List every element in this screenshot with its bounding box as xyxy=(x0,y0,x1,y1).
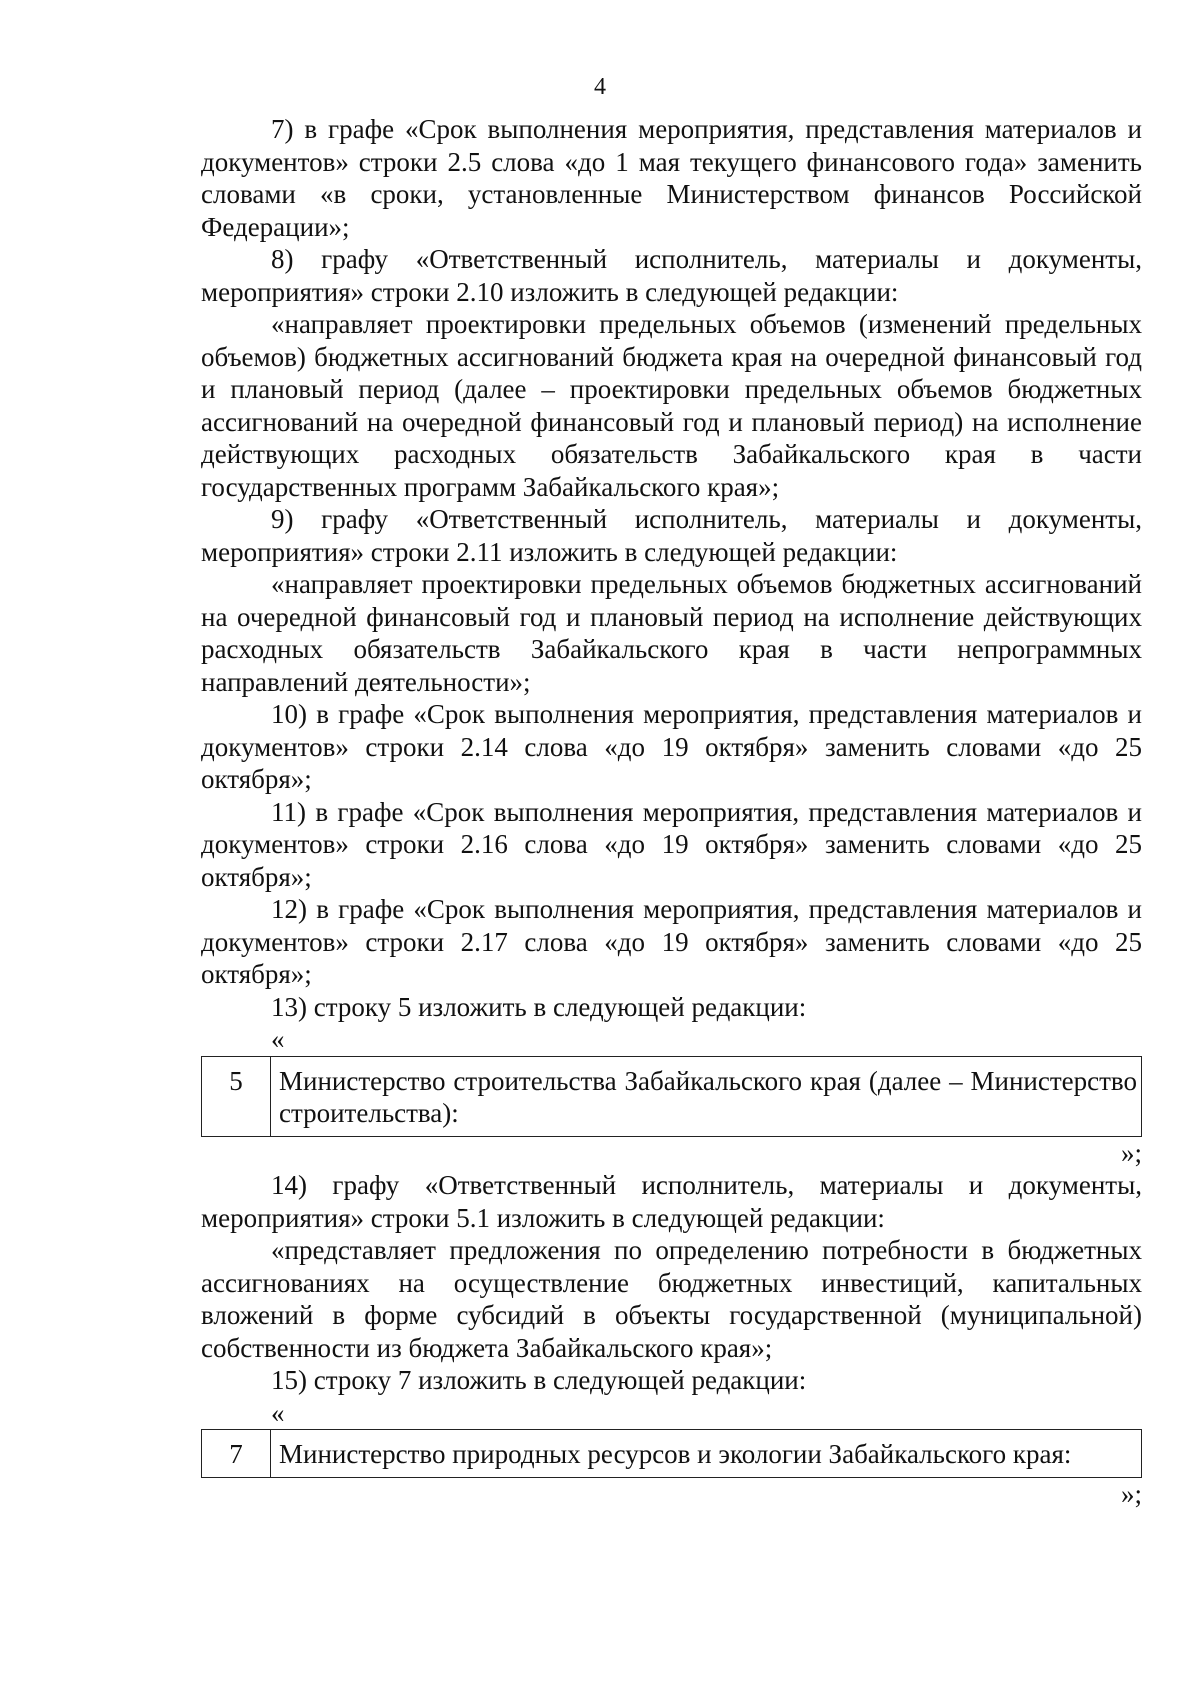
paragraph-9: 9) графу «Ответственный исполнитель, материалы и документы, мероприятия» строки 2.11 изложить в следующей редакции: xyxy=(201,504,1142,567)
row-7-text: Министерство природных ресурсов и экологии Забайкальского края: xyxy=(271,1430,1142,1478)
row-5-number: 5 xyxy=(202,1056,271,1136)
paragraph-14: 14) графу «Ответственный исполнитель, материалы и документы, мероприятия» строки 5.1 изложить в следующей редакции: xyxy=(201,1170,1142,1233)
quote-close-mark-2: »; xyxy=(1120,1478,1142,1509)
paragraph-10: 10) в графе «Срок выполнения мероприятия, представления материалов и документов» строки 2.14 слова «до 19 октября» заменить словами «до 25 октября»; xyxy=(201,699,1142,794)
paragraph-13: 13) строку 5 изложить в следующей редакции: xyxy=(271,991,807,1022)
quote-open-mark: « xyxy=(271,1024,285,1054)
paragraph-9-quote: «направляет проектировки предельных объемов бюджетных ассигнований на очередной финансовый год и плановый период на исполнение действующих расходных обязательств Забайкальского края в части непрограммных направлений деятельности»; xyxy=(201,569,1142,697)
page-number: 4 xyxy=(594,74,606,100)
paragraph-8-quote: «направляет проектировки предельных объемов (изменений предельных объемов) бюджетных ассигнований бюджета края на очередной финансовый год и плановый период (далее – проектировки предельных объемов бюджетных ассигнований на очередной финансовый год и плановый период) на исполнение действующих расходных обязательств Забайкальского края в части государственных программ Забайкальского края»; xyxy=(201,309,1142,502)
paragraph-14-quote: «представляет предложения по определению потребности в бюджетных ассигнованиях на осуществление бюджетных инвестиций, капитальных вложений в форме субсидий в объекты государственной (муниципальной) собственности из бюджета Забайкальского края»; xyxy=(201,1235,1142,1363)
quote-close-mark: »; xyxy=(1120,1137,1142,1168)
paragraph-12: 12) в графе «Срок выполнения мероприятия, представления материалов и документов» строки 2.17 слова «до 19 октября» заменить словами «до 25 октября»; xyxy=(201,894,1142,989)
row-7-number: 7 xyxy=(202,1430,271,1478)
paragraph-8: 8) графу «Ответственный исполнитель, материалы и документы, мероприятия» строки 2.10 изложить в следующей редакции: xyxy=(201,244,1142,307)
paragraph-7: 7) в графе «Срок выполнения мероприятия, представления материалов и документов» строки 2.5 слова «до 1 мая текущего финансового года» заменить словами «в сроки, установленные Министерством финансов Российской Федерации»; xyxy=(201,114,1142,242)
table-row-7 xyxy=(201,1429,1142,1478)
table-row-5 xyxy=(201,1056,1142,1137)
paragraph-11: 11) в графе «Срок выполнения мероприятия, представления материалов и документов» строки 2.16 слова «до 19 октября» заменить словами «до 25 октября»; xyxy=(201,796,1142,892)
quote-open-mark-2: « xyxy=(271,1397,285,1428)
paragraph-15: 15) строку 7 изложить в следующей редакции: xyxy=(271,1365,807,1395)
row-5-text: Министерство строительства Забайкальского края (далее – Министерство строительства): xyxy=(271,1056,1142,1136)
document-body xyxy=(201,113,1142,1510)
